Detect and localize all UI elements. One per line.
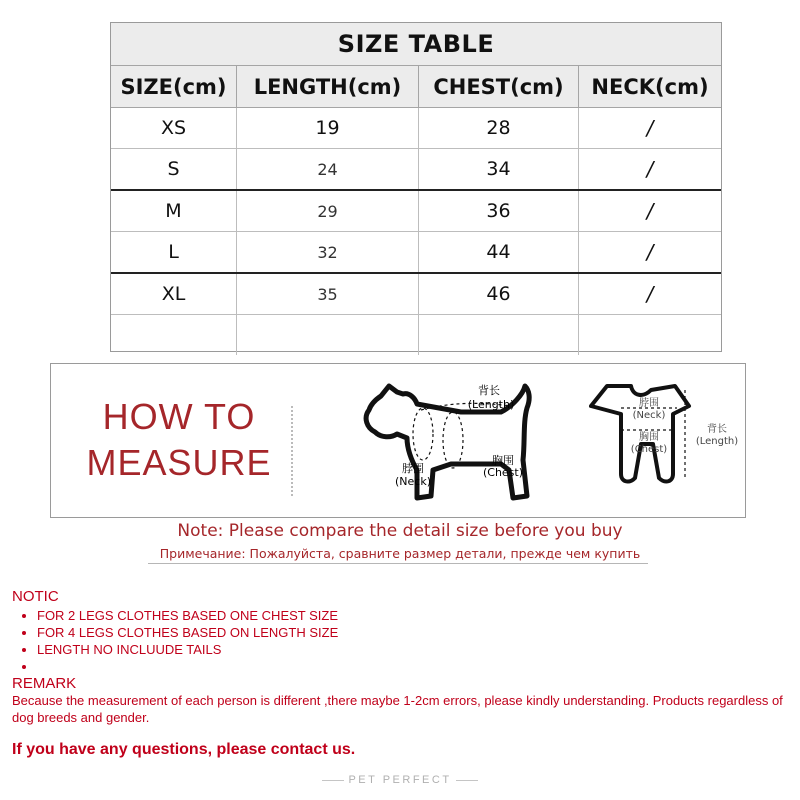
dotted-divider bbox=[291, 406, 293, 496]
cell-neck: / bbox=[646, 116, 654, 140]
list-item: • FOR 4 LEGS CLOTHES BASED ON LENGTH SIZE bbox=[37, 624, 792, 641]
cell-length bbox=[237, 315, 419, 355]
cell-size: L bbox=[111, 232, 237, 272]
cell-chest: 44 bbox=[419, 232, 579, 272]
cell-chest: 36 bbox=[419, 191, 579, 231]
side-length-cn: 背长 bbox=[478, 384, 500, 397]
dog-side-illustration bbox=[341, 372, 551, 512]
cell-chest bbox=[419, 315, 579, 355]
cell-neck bbox=[579, 315, 721, 355]
cell-size: S bbox=[111, 149, 237, 189]
size-table-header-row bbox=[111, 66, 721, 108]
list-item bbox=[37, 658, 792, 675]
cell-length: 32 bbox=[237, 232, 419, 272]
list-item: • FOR 2 LEGS CLOTHES BASED ONE CHEST SIZE bbox=[37, 607, 792, 624]
top-neck-cn: 脖围 bbox=[639, 398, 659, 409]
side-length-en: (Length) bbox=[467, 398, 515, 411]
note-russian: Примечание: Пожалуйста, сравните размер детали, прежде чем купить bbox=[159, 546, 641, 561]
table-row bbox=[111, 315, 721, 355]
top-chest-en: (Chest) bbox=[630, 444, 668, 455]
top-neck-en: (Neck) bbox=[632, 410, 666, 421]
side-neck-cn: 脖围 bbox=[402, 462, 424, 475]
note-underline bbox=[148, 563, 648, 564]
cell-size: M bbox=[111, 191, 237, 231]
cell-neck: / bbox=[646, 199, 654, 223]
cell-neck: / bbox=[646, 240, 654, 264]
cell-length: 19 bbox=[237, 108, 419, 148]
header-chest: CHEST(cm) bbox=[419, 66, 579, 107]
contact-message: If you have any questions, please contact us. bbox=[12, 741, 356, 758]
table-row bbox=[111, 191, 721, 232]
notice-heading: NOTIC bbox=[12, 588, 59, 605]
cell-chest: 28 bbox=[419, 108, 579, 148]
side-neck-en: (Neck) bbox=[395, 475, 431, 488]
header-length: LENGTH(cm) bbox=[237, 66, 419, 107]
garment-top-illustration bbox=[569, 378, 739, 508]
note-english: Note: Please compare the detail size before you buy bbox=[177, 521, 623, 541]
how-to-measure-title bbox=[79, 394, 279, 486]
cell-chest: 34 bbox=[419, 149, 579, 189]
cell-neck: / bbox=[646, 157, 654, 181]
top-chest-cn: 胸围 bbox=[639, 432, 659, 443]
cell-chest: 46 bbox=[419, 274, 579, 314]
cell-neck: / bbox=[646, 282, 654, 306]
remark-heading: REMARK bbox=[12, 675, 77, 692]
brand-name: PET PERFECT bbox=[348, 774, 452, 786]
table-row bbox=[111, 149, 721, 191]
cell-length: 35 bbox=[237, 274, 419, 314]
top-length-cn: 背长 bbox=[707, 424, 727, 435]
header-size: SIZE(cm) bbox=[111, 66, 237, 107]
how-to-measure-line1: HOW TO bbox=[102, 396, 256, 437]
table-row bbox=[111, 274, 721, 315]
table-row bbox=[111, 232, 721, 274]
table-row bbox=[111, 108, 721, 149]
side-chest-en: (Chest) bbox=[482, 466, 524, 479]
size-table-title: SIZE TABLE bbox=[111, 23, 721, 66]
brand-footer bbox=[0, 774, 800, 786]
list-item: • LENGTH NO INCLUUDE TAILS bbox=[37, 641, 792, 658]
cell-length: 29 bbox=[237, 191, 419, 231]
notice-list bbox=[12, 607, 792, 675]
cell-size bbox=[111, 315, 237, 355]
brand-bar-right bbox=[456, 780, 478, 781]
cell-length: 24 bbox=[237, 149, 419, 189]
cell-size: XL bbox=[111, 274, 237, 314]
size-table bbox=[110, 22, 722, 352]
cell-size: XS bbox=[111, 108, 237, 148]
how-to-measure-line2: MEASURE bbox=[86, 442, 272, 483]
how-to-measure-panel bbox=[50, 363, 746, 518]
side-chest-cn: 胸围 bbox=[492, 454, 514, 467]
remark-text: Because the measurement of each person is different ,there maybe 1-2cm errors, please kindly understanding. Products regardless of dog breeds and gender. bbox=[12, 693, 783, 725]
notice-section bbox=[12, 588, 792, 726]
top-length-en: (Length) bbox=[695, 436, 739, 447]
brand-bar-left bbox=[322, 780, 344, 781]
header-neck: NECK(cm) bbox=[591, 74, 709, 99]
